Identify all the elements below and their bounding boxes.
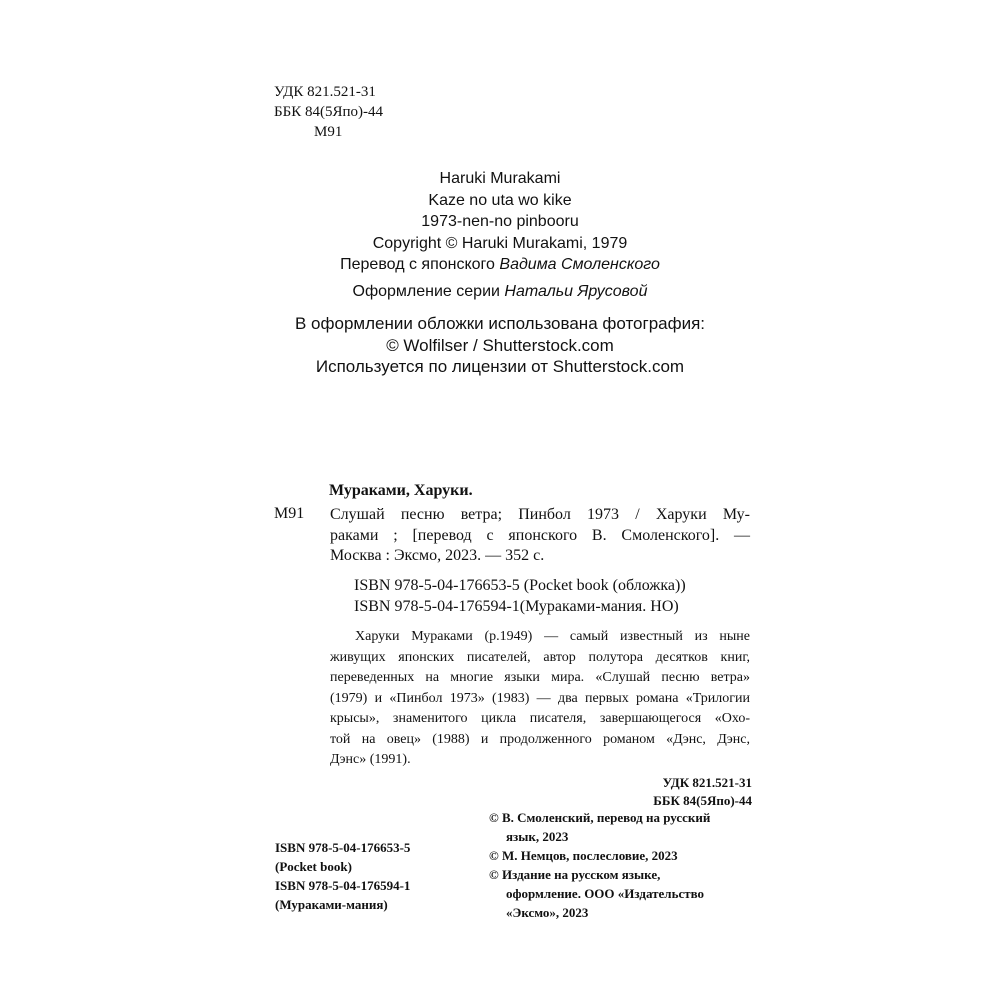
annotation xyxy=(330,627,750,771)
series-prefix: Оформление серии xyxy=(352,283,505,300)
classification-codes xyxy=(274,82,383,142)
catalog-description-line: Слушай песню ветра; Пинбол 1973 / Харуки Му- xyxy=(330,506,750,523)
catalog-isbn-2: ISBN 978-5-04-176594-1(Мураками-мания. НО) xyxy=(354,598,679,615)
series-designer: Натальи Ярусовой xyxy=(504,283,648,300)
annotation-line: той на овец» (1988) и продолженного романом «Дэнс, Дэнс, xyxy=(330,731,750,747)
isbn-line-4: (Мураками-мания) xyxy=(275,897,388,912)
original-title-2: 1973-nen-no pinbooru xyxy=(421,213,579,230)
copyright-afterword: © М. Немцов, послесловие, 2023 xyxy=(489,848,678,863)
copyright-notices xyxy=(489,808,710,922)
original-author: Haruki Murakami xyxy=(439,170,561,187)
translation-prefix: Перевод с японского xyxy=(340,256,500,273)
bottom-bbk-code: ББК 84(5Япо)-44 xyxy=(653,793,752,808)
photo-line-3: Используется по лицензии от Shutterstock.com xyxy=(315,357,685,376)
translation-credit xyxy=(200,254,800,276)
catalog-description xyxy=(330,505,750,567)
cover-photo-credit xyxy=(200,313,800,378)
bbk-code: ББК 84(5Япо)-44 xyxy=(274,104,383,120)
annotation-line: (1979) и «Пинбол 1973» (1983) — два первых романа «Трилогии xyxy=(330,690,750,706)
isbn-line-2: (Pocket book) xyxy=(275,859,352,874)
original-title-1: Kaze no uta wo kike xyxy=(428,191,572,209)
original-copyright: Copyright © Haruki Murakami, 1979 xyxy=(372,234,628,252)
catalog-isbn-list xyxy=(354,575,686,617)
catalog-description-line: раками ; [перевод с японского В. Смоленского]. — xyxy=(330,526,750,544)
isbn-line-1: ISBN 978-5-04-176653-5 xyxy=(275,840,411,855)
original-copyright-block xyxy=(200,168,800,276)
copyright-translator: © В. Смоленский, перевод на русский xyxy=(489,810,711,825)
bottom-udk-code: УДК 821.521-31 xyxy=(662,775,752,790)
author-mark: М91 xyxy=(314,124,343,140)
copyright-translator-cont: язык, 2023 xyxy=(506,829,569,844)
isbn-line-3: ISBN 978-5-04-176594-1 xyxy=(275,878,411,893)
annotation-line: крысы», знаменитого цикла писателя, завершающегося «Охо- xyxy=(330,711,750,726)
udk-code: УДК 821.521-31 xyxy=(274,84,376,100)
copyright-edition: © Издание на русском языке, xyxy=(489,867,661,882)
annotation-line: Харуки Мураками (р.1949) — самый известный из ныне xyxy=(355,629,750,644)
copyright-edition-cont: оформление. ООО «Издательство xyxy=(506,886,705,901)
annotation-line: Дэнс» (1991). xyxy=(330,752,411,767)
bottom-classification-codes xyxy=(653,774,752,810)
annotation-line: переведенных на многие языки мира. «Слушай песню ветра» xyxy=(330,670,750,685)
copyright-edition-cont: «Эксмо», 2023 xyxy=(506,905,589,920)
catalog-author-heading: Мураками, Харуки. xyxy=(329,482,473,499)
series-design-credit xyxy=(200,283,800,301)
catalog-author-mark: М91 xyxy=(274,505,305,522)
catalog-description-line: Москва : Эксмо, 2023. — 352 с. xyxy=(330,547,545,564)
photo-line-1: В оформлении обложки использована фотография: xyxy=(294,314,706,333)
annotation-line: живущих японских писателей, автор полутора десятков книг, xyxy=(330,649,750,665)
catalog-isbn-1: ISBN 978-5-04-176653-5 (Pocket book (обложка)) xyxy=(354,577,686,594)
translator-name: Вадима Смоленского xyxy=(499,256,660,273)
photo-line-2: © Wolfilser / Shutterstock.com xyxy=(386,335,614,355)
isbn-block xyxy=(275,838,410,914)
